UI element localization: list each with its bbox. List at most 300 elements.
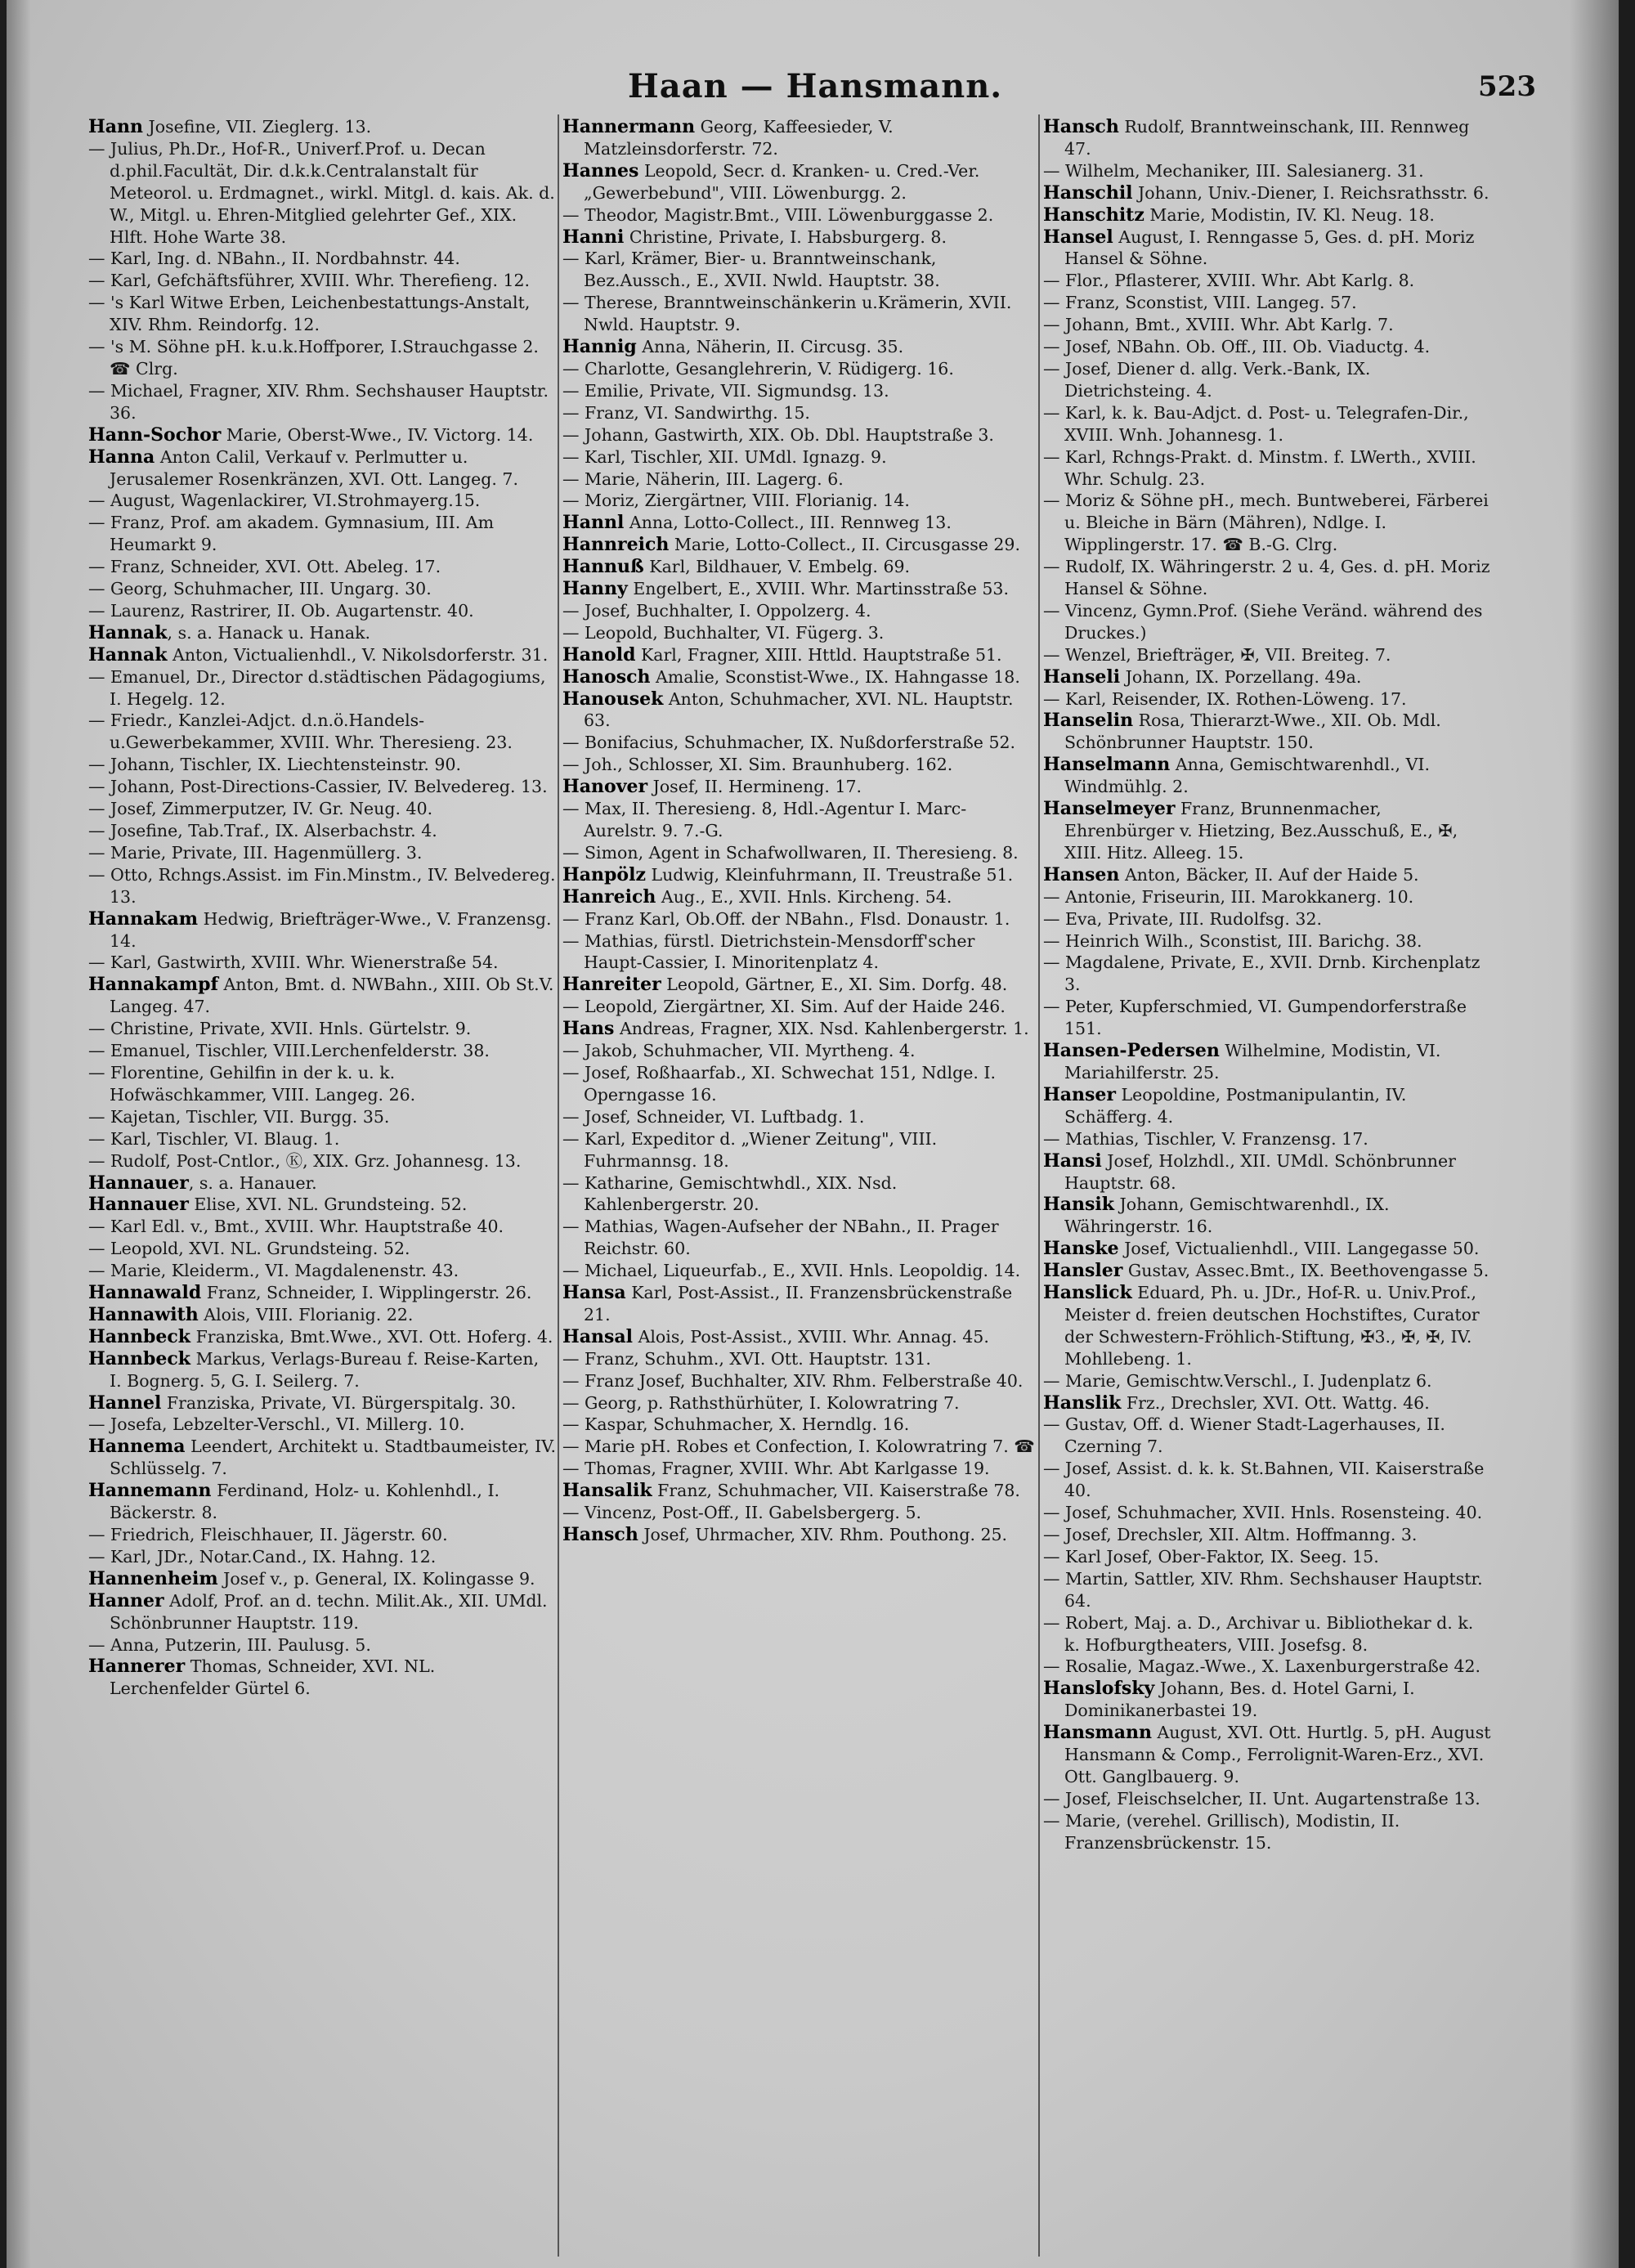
directory-entry xyxy=(1043,930,1491,952)
directory-entry xyxy=(1043,490,1494,556)
entry-surname: Hanousek xyxy=(562,688,664,710)
directory-entry xyxy=(88,798,556,820)
entry-text: — Josef, Schneider, VI. Luftbadg. 1. xyxy=(562,1106,865,1127)
entry-text: Anton, Bmt. d. NWBahn., XIII. Ob St.V. Langeg. 47. xyxy=(110,975,559,1017)
entry-text: — Simon, Agent in Schafwollwaren, II. Theresieng. 8. xyxy=(562,842,1019,863)
entry-text: — Emilie, Private, VII. Sigmundsg. 13. xyxy=(562,380,889,401)
directory-entry xyxy=(1043,996,1491,1040)
entry-text: — Magdalene, Private, E., XVII. Drnb. Kirchenplatz 3. xyxy=(1043,952,1486,995)
entry-text: Markus, Verlags-Bureau f. Reise-Karten, I. Bognerg. 5, G. I. Seilerg. 7. xyxy=(110,1348,544,1391)
entry-text: — Marie, Gemischtw.Verschl., I. Judenplatz 6. xyxy=(1043,1370,1432,1391)
directory-entry xyxy=(1043,1524,1491,1546)
entry-text: — Karl, Gastwirth, XVIII. Whr. Wienerstraße 54. xyxy=(88,952,499,973)
directory-entry xyxy=(1043,1414,1491,1458)
directory-entry xyxy=(562,380,1035,402)
entry-surname: Hannawald xyxy=(88,1282,202,1304)
entry-surname: Hansik xyxy=(1043,1194,1115,1216)
entry-text: — Franz Josef, Buchhalter, XIV. Rhm. Felberstraße 40. xyxy=(562,1370,1024,1391)
entry-text: Johann, Gemischtwarenhdl., IX. Währingerstr. 16. xyxy=(1064,1195,1395,1237)
entry-text: — Emanuel, Dr., Director d.städtischen Pädagogiums, I. Hegelg. 12. xyxy=(88,666,551,709)
entry-surname: Hansi xyxy=(1043,1150,1102,1172)
directory-entry xyxy=(1043,908,1491,930)
directory-entry xyxy=(88,1150,556,1172)
directory-entry xyxy=(562,248,1035,292)
entry-text: — Bonifacius, Schuhmacher, IX. Nußdorferstraße 52. xyxy=(562,733,1016,753)
entry-text: — Marie, (verehel. Grillisch), Modistin, II. Franzensbrückenstr. 15. xyxy=(1043,1810,1405,1853)
directory-entry xyxy=(562,1128,1035,1172)
entry-text: Marie, Lotto-Collect., II. Circusgasse 29. xyxy=(669,535,1020,555)
entry-text: Ferdinand, Holz- u. Kohlenhdl., I. Bäckerstr. 8. xyxy=(110,1481,505,1523)
directory-entry xyxy=(562,886,1035,908)
column-2 xyxy=(562,116,1035,2250)
entry-text: — Moriz, Ziergärtner, VIII. Florianig. 14. xyxy=(562,491,910,511)
entry-text: — Moriz & Söhne pH., mech. Buntweberei, Färberei u. Bleiche in Bärn (Mähren), Ndlge. I. Wipplingerstr. 17. ☎ B.-G. Clrg. xyxy=(1043,491,1494,555)
directory-entry xyxy=(1043,226,1491,271)
entry-text: — Karl, k. k. Bau-Adjct. d. Post- u. Telegrafen-Dir., XVIII. Wnh. Johannesg. 1. xyxy=(1043,402,1475,445)
entry-text: Leendert, Architekt u. Stadtbaumeister, IV. Schlüsselg. 7. xyxy=(110,1437,562,1479)
directory-entry xyxy=(88,292,556,336)
entry-text: — Karl Josef, Ober-Faktor, IX. Seeg. 15. xyxy=(1043,1546,1379,1567)
directory-entry xyxy=(88,424,556,446)
entry-surname: Hansen-Pedersen xyxy=(1043,1040,1220,1062)
directory-entry xyxy=(88,116,556,138)
entry-text: — Michael, Liqueurfab., E., XVII. Hnls. Leopoldig. 14. xyxy=(562,1261,1021,1281)
entry-text: — Josef, Zimmerputzer, IV. Gr. Neug. 40. xyxy=(88,799,433,819)
directory-entry xyxy=(562,358,1035,380)
directory-entry xyxy=(1043,1502,1491,1524)
directory-entry xyxy=(562,864,1035,886)
directory-entry xyxy=(88,1040,556,1062)
directory-entry xyxy=(562,160,1035,204)
entry-text: Anton Calil, Verkauf v. Perlmutter u. Jerusalemer Rosenkränzen, XVI. Ott. Langeg. 7. xyxy=(110,446,518,489)
entry-surname: Hanseli xyxy=(1043,666,1121,688)
entry-text: — Johann, Post-Directions-Cassier, IV. Belvedereg. 13. xyxy=(88,777,548,797)
directory-entry xyxy=(88,1392,556,1414)
entry-text: Thomas, Schneider, XVI. NL. Lerchenfelder Gürtel 6. xyxy=(110,1656,441,1699)
directory-entry xyxy=(88,490,556,512)
directory-entry xyxy=(562,1018,1035,1040)
entry-text: — Rosalie, Magaz.-Wwe., X. Laxenburgerstraße 42. xyxy=(1043,1656,1481,1677)
entry-text: — Kaspar, Schuhmacher, X. Herndlg. 16. xyxy=(562,1414,910,1435)
directory-entry xyxy=(562,1348,1035,1370)
entry-text: Karl, Post-Assist., II. Franzensbrückenstraße 21. xyxy=(584,1283,1018,1324)
directory-entry xyxy=(1043,116,1491,160)
entry-text: Ludwig, Kleinfuhrmann, II. Treustraße 51. xyxy=(645,864,1014,885)
entry-text: — Eva, Private, III. Rudolfsg. 32. xyxy=(1043,908,1323,929)
entry-surname: Hannermann xyxy=(562,116,696,137)
directory-entry xyxy=(1043,1238,1491,1260)
directory-entry xyxy=(1043,798,1491,864)
entry-surname: Hanschitz xyxy=(1043,204,1144,226)
directory-entry xyxy=(1043,1568,1491,1612)
directory-entry xyxy=(88,1480,556,1524)
entry-text: — Leopold, XVI. NL. Grundsteing. 52. xyxy=(88,1239,410,1259)
entry-text: — Therese, Branntweinschänkerin u.Krämerin, XVII. Nwld. Hauptstr. 9. xyxy=(562,293,1017,335)
entry-surname: Hanslofsky xyxy=(1043,1678,1155,1700)
directory-entry xyxy=(1043,292,1491,314)
directory-entry xyxy=(562,336,1035,358)
directory-entry xyxy=(562,798,1035,842)
entry-text: — Johann, Tischler, IX. Liechtensteinstr. 90. xyxy=(88,755,462,775)
directory-entry xyxy=(88,864,562,908)
entry-text: Anna, Gemischtwarenhdl., VI. Windmühlg. 2. xyxy=(1064,755,1436,797)
entry-text: Rudolf, Branntweinschank, III. Rennweg 47. xyxy=(1064,117,1475,159)
directory-entry xyxy=(562,666,1035,688)
entry-surname: Hannel xyxy=(88,1392,162,1414)
entry-text: — Karl, Tischler, XII. UMdl. Ignazg. 9. xyxy=(562,446,887,467)
entry-surname: Hannbeck xyxy=(88,1325,191,1347)
entry-text: — Karl Edl. v., Bmt., XVIII. Whr. Hauptstraße 40. xyxy=(88,1217,504,1237)
directory-entry xyxy=(88,1634,556,1656)
directory-entry xyxy=(88,710,556,754)
entry-text: Amalie, Sconstist-Wwe., IX. Hahngasse 18. xyxy=(650,666,1020,687)
entry-surname: Hansch xyxy=(1043,116,1119,137)
directory-entry xyxy=(88,1062,556,1106)
directory-entry xyxy=(88,776,556,798)
entry-text: August, XVI. Ott. Hurtlg. 5, pH. August Hansmann & Comp., Ferrolignit-Waren-Erz., XVI. Ott. Ganglbauerg. 9. xyxy=(1064,1723,1496,1786)
entry-text: — Thomas, Fragner, XVIII. Whr. Abt Karlgasse 19. xyxy=(562,1459,990,1479)
directory-entry xyxy=(1043,1788,1491,1810)
entry-text: Christine, Private, I. Habsburgerg. 8. xyxy=(624,226,947,247)
entry-surname: Hansel xyxy=(1043,226,1113,248)
directory-entry xyxy=(88,248,556,270)
directory-entry xyxy=(562,1062,1035,1106)
directory-entry xyxy=(562,600,1035,622)
entry-text: — Leopold, Buchhalter, VI. Fügerg. 3. xyxy=(562,622,885,643)
directory-entry xyxy=(562,1216,1035,1260)
right-edge-shadow xyxy=(1570,0,1619,2268)
directory-entry xyxy=(88,1018,556,1040)
directory-entry xyxy=(562,1172,1035,1217)
directory-entry xyxy=(88,1238,556,1260)
entry-text: Marie, Modistin, IV. Kl. Neug. 18. xyxy=(1144,204,1435,225)
directory-entry xyxy=(1043,402,1491,446)
entry-text: — Georg, p. Rathsthürhüter, I. Kolowratring 7. xyxy=(562,1392,960,1413)
entry-text: — Friedr., Kanzlei-Adjct. d.n.ö.Handels-u.Gewerbekammer, XVIII. Whr. Theresieng. 23. xyxy=(88,710,513,753)
directory-entry xyxy=(88,952,556,974)
entry-text: Rosa, Thierarzt-Wwe., XII. Ob. Mdl. Schönbrunner Hauptstr. 150. xyxy=(1064,710,1447,753)
directory-entry xyxy=(562,974,1035,996)
entry-text: Anna, Lotto-Collect., III. Rennweg 13. xyxy=(624,513,952,533)
directory-entry xyxy=(562,1392,1035,1414)
directory-entry xyxy=(88,908,556,952)
page-title: Haan — Hansmann. xyxy=(628,67,1003,105)
directory-entry xyxy=(562,1106,1035,1128)
directory-entry xyxy=(88,600,556,622)
entry-text: — Josef, Assist. d. k. k. St.Bahnen, VII. Kaiserstraße 40. xyxy=(1043,1459,1489,1501)
entry-surname: Hann-Sochor xyxy=(88,424,222,446)
entry-text: Josef, Victualienhdl., VIII. Langegasse 50. xyxy=(1118,1239,1480,1259)
entry-text: Leopold, Gärtner, E., XI. Sim. Dorfg. 48. xyxy=(661,975,1008,995)
entry-text: — Georg, Schuhmacher, III. Ungarg. 30. xyxy=(88,579,432,599)
entry-text: — Joh., Schlosser, XI. Sim. Braunhuberg. 162. xyxy=(562,755,953,775)
entry-text: — Franz, VI. Sandwirthg. 15. xyxy=(562,402,810,423)
directory-entry xyxy=(1043,688,1491,710)
entry-text: — Wenzel, Briefträger, ✠, VII. Breiteg. 7. xyxy=(1043,644,1391,665)
directory-entry xyxy=(562,1326,1035,1348)
directory-entry xyxy=(562,578,1035,600)
directory-entry xyxy=(562,732,1035,754)
directory-entry xyxy=(88,336,556,380)
directory-entry xyxy=(88,1436,562,1480)
entry-text: — Vincenz, Gymn.Prof. (Siehe Veränd. während des Druckes.) xyxy=(1043,600,1488,643)
entry-text: Frz., Drechsler, XVI. Ott. Wattg. 46. xyxy=(1121,1392,1430,1413)
directory-entry xyxy=(1043,1458,1491,1502)
directory-entry xyxy=(1043,1546,1491,1568)
entry-text: Franziska, Private, VI. Bürgerspitalg. 30. xyxy=(161,1392,517,1413)
directory-entry xyxy=(88,1106,556,1128)
entry-text: — Josef, Drechsler, XII. Altm. Hoffmanng. 3. xyxy=(1043,1525,1418,1544)
entry-text: — Mathias, Wagen-Aufseher der NBahn., II. Prager Reichstr. 60. xyxy=(562,1217,1005,1259)
directory-entry xyxy=(562,1502,1035,1524)
entry-text: — Franz, Prof. am akadem. Gymnasium, III. Am Heumarkt 9. xyxy=(88,513,499,555)
entry-text: — Josefine, Tab.Traf., IX. Alserbachstr. 4. xyxy=(88,821,437,840)
entry-surname: Hanslik xyxy=(1043,1392,1122,1414)
entry-text: — Marie pH. Robes et Confection, I. Kolowratring 7. ☎ xyxy=(562,1437,1035,1457)
entry-text: — Karl, JDr., Notar.Cand., IX. Hahng. 12. xyxy=(88,1546,437,1567)
directory-entry xyxy=(562,908,1035,930)
entry-text: — Josef, Schuhmacher, XVII. Hnls. Rosensteing. 40. xyxy=(1043,1503,1483,1523)
directory-entry xyxy=(562,204,1035,226)
directory-entry xyxy=(562,226,1035,249)
entry-text: — August, Wagenlackirer, VI.Strohmayerg.15. xyxy=(88,491,481,511)
directory-entry xyxy=(562,688,1035,733)
entry-text: — Anna, Putzerin, III. Paulusg. 5. xyxy=(88,1634,371,1655)
entry-surname: Hannemann xyxy=(88,1480,212,1502)
entry-text: — 's Karl Witwe Erben, Leichenbestattungs-Anstalt, XIV. Rhm. Reindorfg. 12. xyxy=(88,293,535,335)
entry-text: Karl, Fragner, XIII. Httld. Hauptstraße 51. xyxy=(635,644,1002,665)
directory-entry xyxy=(1043,446,1491,491)
entry-text: — Otto, Rchngs.Assist. im Fin.Minstm., IV. Belvedereg. 13. xyxy=(88,864,562,907)
entry-text: — Gustav, Off. d. Wiener Stadt-Lagerhauses, II. Czerning 7. xyxy=(1043,1414,1451,1457)
entry-text: Alois, VIII. Florianig. 22. xyxy=(198,1304,414,1324)
entry-text: Alois, Post-Assist., XVIII. Whr. Annag. 45. xyxy=(633,1326,989,1347)
entry-surname: Hannerer xyxy=(88,1656,186,1678)
entry-text: Josefine, VII. Zieglerg. 13. xyxy=(143,117,372,137)
entry-text: , s. a. Hanack u. Hanak. xyxy=(167,622,371,643)
entry-text: Anton, Schuhmacher, XVI. NL. Hauptstr. 63. xyxy=(584,688,1019,731)
entry-surname: Hanold xyxy=(562,643,636,666)
entry-surname: Hanselin xyxy=(1043,710,1134,732)
entry-surname: Hanske xyxy=(1043,1238,1119,1260)
directory-entry xyxy=(1043,886,1491,908)
entry-text: — Heinrich Wilh., Sconstist, III. Barichg. 38. xyxy=(1043,930,1422,951)
entry-text: — Jakob, Schuhmacher, VII. Myrtheng. 4. xyxy=(562,1041,916,1061)
entry-text: — Julius, Ph.Dr., Hof-R., Univerf.Prof. u. Decan d.phil.Facultät, Dir. d.k.k.Centralanstalt für Meteorol. u. Erdmagnet., wirkl. Mitgl. d. kais. Ak. d. W., Mitgl. u. Ehren-Mitglied gelehrter Gef., XIX. Hlft. Hohe Warte 38. xyxy=(88,138,561,247)
entry-text: Franz, Schuhmacher, VII. Kaiserstraße 78. xyxy=(652,1481,1020,1501)
directory-entry xyxy=(562,424,1035,446)
entry-surname: Hanover xyxy=(562,776,648,798)
directory-entry xyxy=(1043,1370,1491,1392)
directory-entry xyxy=(88,644,556,666)
directory-entry xyxy=(1043,1392,1491,1414)
directory-entry xyxy=(562,1458,1035,1480)
entry-text: — Karl, Expeditor d. „Wiener Zeitung", VIII. Fuhrmannsg. 18. xyxy=(562,1128,943,1171)
directory-entry xyxy=(88,1348,556,1392)
entry-surname: Hannig xyxy=(562,336,637,358)
entry-text: Johann, IX. Porzellang. 49a. xyxy=(1120,666,1362,687)
entry-text: Franz, Schneider, I. Wipplingerstr. 26. xyxy=(201,1283,532,1303)
directory-entry xyxy=(562,1282,1035,1326)
directory-entry xyxy=(88,1194,556,1216)
entry-surname: Hannak xyxy=(88,643,168,666)
directory-entry xyxy=(88,1216,556,1238)
entry-surname: Hannes xyxy=(562,159,639,182)
entry-text: — Josef, Diener d. allg. Verk.-Bank, IX. Dietrichsteing. 4. xyxy=(1043,358,1376,401)
entry-surname: Hanschil xyxy=(1043,182,1133,204)
entry-text: Elise, XVI. NL. Grundsteing. 52. xyxy=(188,1195,468,1215)
entry-text: — Karl, Gefchäftsführer, XVIII. Whr. Therefieng. 12. xyxy=(88,271,531,291)
directory-entry xyxy=(1043,754,1491,798)
entry-surname: Hannakam xyxy=(88,908,199,930)
directory-entry xyxy=(562,556,1035,578)
directory-entry xyxy=(1043,1678,1491,1722)
entry-text: — Katharine, Gemischtwhdl., XIX. Nsd. Kahlenbergerstr. 20. xyxy=(562,1172,903,1215)
entry-text: — Vincenz, Post-Off., II. Gabelsbergerg. 5. xyxy=(562,1503,922,1523)
directory-entry xyxy=(1043,358,1491,402)
directory-entry xyxy=(88,1656,556,1700)
entry-surname: Hannbeck xyxy=(88,1347,191,1369)
entry-surname: Hanpölz xyxy=(562,863,646,885)
entry-surname: Hannema xyxy=(88,1436,186,1458)
entry-text: Karl, Bildhauer, V. Embelg. 69. xyxy=(643,557,911,577)
entry-surname: Hansen xyxy=(1043,863,1120,885)
entry-surname: Hann xyxy=(88,116,144,137)
directory-entry xyxy=(1043,1722,1496,1788)
directory-entry xyxy=(562,1370,1035,1392)
directory-entry xyxy=(88,270,556,292)
entry-text: — Peter, Kupferschmied, VI. Gumpendorferstraße 151. xyxy=(1043,997,1472,1039)
directory-entry xyxy=(88,1326,556,1348)
directory-entry xyxy=(562,292,1035,336)
entry-surname: Hanosch xyxy=(562,666,651,688)
entry-text: — Mathias, Tischler, V. Franzensg. 17. xyxy=(1043,1128,1368,1149)
directory-entry xyxy=(562,512,1035,534)
directory-entry xyxy=(562,1524,1035,1546)
entry-surname: Hannuß xyxy=(562,556,644,578)
directory-entry xyxy=(562,1436,1035,1458)
left-edge-shadow xyxy=(7,0,31,2268)
column-divider xyxy=(558,114,559,2257)
entry-text: Aug., E., XVII. Hnls. Kircheng. 54. xyxy=(656,886,952,907)
entry-text: — Marie, Private, III. Hagenmüllerg. 3. xyxy=(88,842,423,863)
directory-entry xyxy=(1043,204,1491,226)
entry-surname: Hansler xyxy=(1043,1260,1123,1282)
entry-text: — Michael, Fragner, XIV. Rhm. Sechshauser Hauptstr. 36. xyxy=(88,380,554,423)
directory-entry xyxy=(562,1260,1035,1282)
entry-surname: Hanner xyxy=(88,1589,164,1611)
directory-entry xyxy=(88,380,556,424)
entry-text: — Marie, Näherin, III. Lagerg. 6. xyxy=(562,468,844,489)
entry-text: — Josef, Fleischselcher, II. Unt. Augartenstraße 13. xyxy=(1043,1788,1480,1809)
entry-text: — Josef, NBahn. Ob. Off., III. Ob. Viaductg. 4. xyxy=(1043,337,1431,357)
entry-surname: Hannawith xyxy=(88,1303,199,1325)
entry-text: — Christine, Private, XVII. Hnls. Gürtelstr. 9. xyxy=(88,1019,472,1039)
entry-text: — Karl, Reisender, IX. Rothen-Löweng. 17. xyxy=(1043,688,1407,709)
entry-text: Johann, Bes. d. Hotel Garni, I. Dominikanerbastei 19. xyxy=(1064,1679,1421,1721)
entry-text: — Kajetan, Tischler, VII. Burgg. 35. xyxy=(88,1106,390,1127)
entry-surname: Hans xyxy=(562,1018,615,1040)
entry-text: Adolf, Prof. an d. techn. Milit.Ak., XII. UMdl. Schönbrunner Hauptstr. 119. xyxy=(110,1590,553,1633)
directory-entry xyxy=(88,1304,556,1326)
entry-text: — Max, II. Theresieng. 8, Hdl.-Agentur I. Marc-Aurelstr. 9. 7.-G. xyxy=(562,799,967,840)
entry-text: — Josef, Buchhalter, I. Oppolzerg. 4. xyxy=(562,600,871,621)
entry-text: — Johann, Bmt., XVIII. Whr. Abt Karlg. 7. xyxy=(1043,315,1394,335)
directory-entry xyxy=(1043,710,1491,754)
directory-entry xyxy=(88,556,556,578)
entry-text: — Karl, Krämer, Bier- u. Branntweinschank, Bez.Aussch., E., XVII. Nwld. Hauptstr. 38. xyxy=(562,249,942,291)
entry-text: Gustav, Assec.Bmt., IX. Beethovengasse 5. xyxy=(1122,1261,1489,1281)
entry-text: — Karl, Rchngs-Prakt. d. Minstm. f. LWerth., XVIII. Whr. Schulg. 23. xyxy=(1043,446,1482,489)
entry-surname: Hannakampf xyxy=(88,974,218,996)
entry-text: Johann, Univ.-Diener, I. Reichsrathsstr. 6. xyxy=(1132,182,1489,203)
directory-entry xyxy=(88,1282,556,1304)
directory-entry xyxy=(88,446,556,491)
entry-text: — Franz, Schuhm., XVI. Ott. Hauptstr. 131. xyxy=(562,1348,931,1369)
directory-entry xyxy=(1043,1612,1491,1656)
directory-entry xyxy=(562,1040,1035,1062)
entry-text: — Johann, Gastwirth, XIX. Ob. Dbl. Hauptstraße 3. xyxy=(562,424,994,445)
entry-text: — Josef, Roßhaarfab., XI. Schwechat 151, Ndlge. I. Operngasse 16. xyxy=(562,1062,1001,1105)
directory-entry xyxy=(88,622,556,644)
entry-text: Marie, Oberst-Wwe., IV. Victorg. 14. xyxy=(221,424,534,445)
entry-surname: Hanselmeyer xyxy=(1043,798,1176,820)
directory-entry xyxy=(1043,314,1491,336)
page-number: 523 xyxy=(1478,70,1536,103)
directory-entry xyxy=(1043,336,1491,358)
entry-text: Hedwig, Briefträger-Wwe., V. Franzensg. 14. xyxy=(110,908,558,951)
entry-text: Anna, Näherin, II. Circusg. 35. xyxy=(636,337,904,357)
entry-surname: Hanslick xyxy=(1043,1282,1132,1304)
directory-entry xyxy=(562,776,1035,798)
directory-entry xyxy=(88,754,556,776)
directory-entry xyxy=(562,1480,1035,1502)
directory-entry xyxy=(88,1128,556,1150)
directory-entry xyxy=(88,1172,556,1195)
directory-entry xyxy=(1043,1128,1491,1150)
directory-entry xyxy=(562,996,1035,1018)
directory-entry xyxy=(1043,270,1491,292)
entry-surname: Hannenheim xyxy=(88,1567,218,1589)
entry-text: Josef, Holzhdl., XII. UMdl. Schönbrunner Hauptstr. 68. xyxy=(1064,1150,1462,1193)
entry-surname: Hanreiter xyxy=(562,974,661,996)
entry-text: Andreas, Fragner, XIX. Nsd. Kahlenbergerstr. 1. xyxy=(614,1019,1029,1039)
directory-entry xyxy=(88,1568,556,1590)
directory-entry xyxy=(88,138,561,249)
entry-text: Leopold, Secr. d. Kranken- u. Cred.-Ver. „Gewerbebund", VIII. Löwenburgg. 2. xyxy=(584,160,985,203)
directory-entry xyxy=(1043,1810,1491,1854)
column-1 xyxy=(88,116,562,2250)
directory-entry xyxy=(88,1590,556,1634)
entry-text: — Flor., Pflasterer, XVIII. Whr. Abt Karlg. 8. xyxy=(1043,271,1415,291)
entry-text: — Charlotte, Gesanglehrerin, V. Rüdigerg. 16. xyxy=(562,358,954,379)
column-3 xyxy=(1043,116,1496,2250)
entry-text: — Friedrich, Fleischhauer, II. Jägerstr. 60. xyxy=(88,1525,448,1544)
column-divider xyxy=(1038,114,1040,2257)
directory-entry xyxy=(1043,600,1491,644)
entry-text: Franziska, Bmt.Wwe., XVI. Ott. Hoferg. 4. xyxy=(190,1326,553,1347)
entry-text: — Emanuel, Tischler, VIII.Lerchenfelderstr. 38. xyxy=(88,1041,490,1061)
entry-text: Franz, Brunnenmacher, Ehrenbürger v. Hietzing, Bez.Ausschuß, E., ✠, XIII. Hitz. Alleeg. 15. xyxy=(1064,799,1463,863)
directory-entry xyxy=(562,754,1035,776)
directory-page xyxy=(7,0,1619,2268)
entry-text: Josef v., p. General, IX. Kolingasse 9. xyxy=(217,1568,535,1589)
directory-entry xyxy=(88,512,556,556)
directory-entry xyxy=(88,820,556,842)
entry-text: — Rudolf, Post-Cntlor., Ⓚ, XIX. Grz. Johannesg. 13. xyxy=(88,1150,522,1171)
directory-entry xyxy=(88,666,556,710)
entry-text: — Marie, Kleiderm., VI. Magdalenenstr. 43. xyxy=(88,1261,459,1281)
